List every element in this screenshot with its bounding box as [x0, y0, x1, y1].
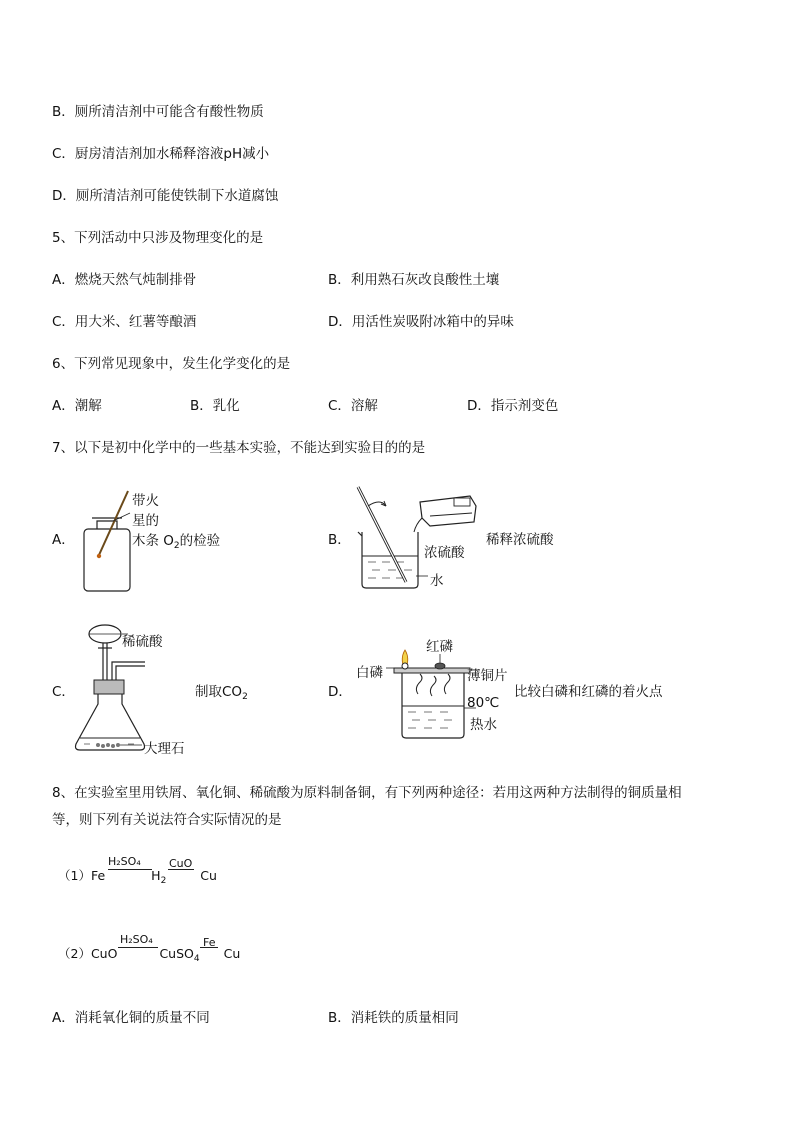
q8-route-2-arrow-1	[118, 947, 158, 948]
q7-c-caption: 制取$CO_2$	[195, 684, 248, 702]
q7-d-label-copper: 薄铜片	[467, 668, 508, 684]
q8-route-2-arrow-2	[200, 947, 218, 948]
q5-option-c: C．用大米、红薯等酿酒	[52, 314, 197, 330]
q7-d-letter: D．	[328, 684, 352, 700]
q8-route-2-reagent-1: H₂SO₄	[120, 933, 153, 946]
q7-a-label-2: 星的	[132, 513, 159, 529]
q8-route-1-arrow-1	[108, 869, 152, 870]
q6-option-d: D．指示剂变色	[467, 398, 559, 414]
q6-stem: 6、下列常见现象中，发生化学变化的是	[52, 356, 291, 372]
q4-option-d: D．厕所清洁剂可能使铁制下水道腐蚀	[52, 188, 279, 204]
q6-option-b: B．乳化	[190, 398, 240, 414]
q7-b-label-acid: 浓硫酸	[424, 545, 465, 561]
q8-route-2: （2）CuO CuSO$_4$ Cu	[58, 946, 241, 964]
q6-option-a: A．潮解	[52, 398, 102, 414]
q5-stem: 5、下列活动中只涉及物理变化的是	[52, 230, 264, 246]
q7-a-letter: A．	[52, 532, 75, 548]
q7-b-letter: B．	[328, 532, 351, 548]
q7-b-label-water: 水	[430, 573, 444, 589]
q4-option-b: B．厕所清洁剂中可能含有酸性物质	[52, 104, 264, 120]
q5-option-a: A．燃烧天然气炖制排骨	[52, 272, 197, 288]
q7-c-label-acid: 稀硫酸	[122, 634, 163, 650]
q8-route-1-arrow-2	[168, 869, 194, 870]
q5-option-d: D．用活性炭吸附冰箱中的异味	[328, 314, 514, 330]
q8-route-1-reagent-2: CuO	[169, 857, 193, 870]
q8-stem-2: 等，则下列有关说法符合实际情况的是	[52, 812, 282, 828]
q8-route-1: （1）Fe $H_2$ Cu	[58, 868, 217, 886]
q7-d-label-red: 红磷	[426, 639, 453, 655]
q7-b-caption: 稀释浓硫酸	[486, 532, 554, 548]
q7-d-label-white: 白磷	[356, 665, 383, 681]
q7-a-label-1: 带火	[132, 493, 159, 509]
q8-stem-1: 8、在实验室里用铁屑、氧化铜、稀硫酸为原料制备铜，有下列两种途径：若用这两种方法制得的铜质量相	[52, 785, 682, 801]
q8-route-2-reagent-2: Fe	[203, 936, 216, 949]
q7-c-letter: C．	[52, 684, 75, 700]
q7-d-caption: 比较白磷和红磷的着火点	[514, 684, 663, 700]
q4-option-c: C．厨房清洁剂加水稀释溶液pH减小	[52, 146, 270, 162]
q5-option-b: B．利用熟石灰改良酸性土壤	[328, 272, 500, 288]
q7-c-label-stone: 大理石	[144, 741, 185, 757]
q7-d-label-temp: 80℃	[467, 695, 500, 711]
q8-option-a: A．消耗氧化铜的质量不同	[52, 1010, 210, 1026]
q8-route-1-reagent-1: H₂SO₄	[108, 855, 141, 868]
q6-option-c: C．溶解	[328, 398, 378, 414]
q7-b-beaker-figure	[350, 484, 485, 594]
q7-stem: 7、以下是初中化学中的一些基本实验，不能达到实验目的的是	[52, 440, 426, 456]
q7-a-label-3: 木条 $O_2$的检验	[132, 533, 221, 551]
q8-option-b: B．消耗铁的质量相同	[328, 1010, 459, 1026]
q7-d-label-hot: 热水	[470, 717, 497, 733]
